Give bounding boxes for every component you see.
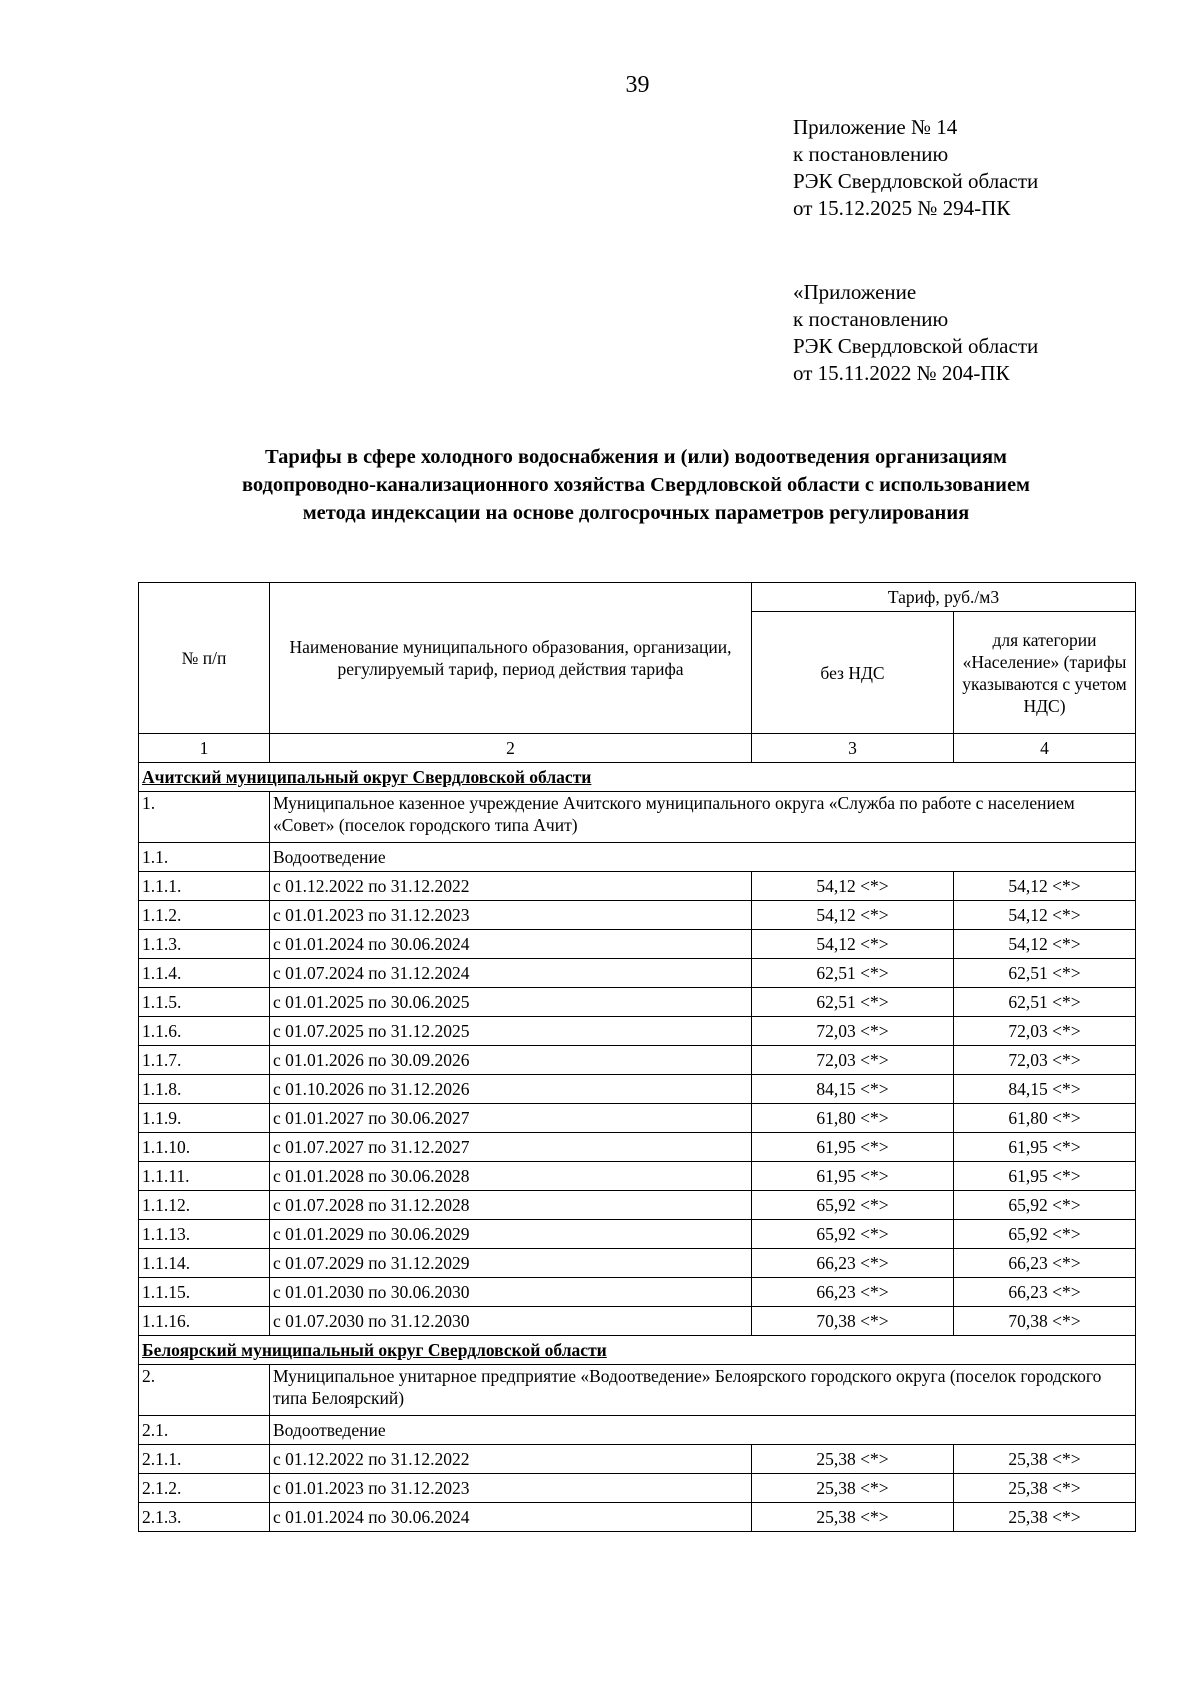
period: с 01.10.2026 по 31.12.2026 bbox=[270, 1075, 752, 1104]
tariff-population: 62,51 <*> bbox=[954, 959, 1136, 988]
tariff-population: 66,23 <*> bbox=[954, 1278, 1136, 1307]
column-number-row bbox=[139, 734, 1136, 763]
row-number: 1.1.15. bbox=[139, 1278, 270, 1307]
organization-row bbox=[139, 1365, 1136, 1416]
tariff-no-vat: 61,95 <*> bbox=[752, 1162, 954, 1191]
period: с 01.12.2022 по 31.12.2022 bbox=[270, 872, 752, 901]
table-row bbox=[139, 1162, 1136, 1191]
document-title bbox=[138, 443, 1134, 527]
period: с 01.01.2030 по 30.06.2030 bbox=[270, 1278, 752, 1307]
tariff-population: 54,12 <*> bbox=[954, 901, 1136, 930]
service-row bbox=[139, 1416, 1136, 1445]
tariff-population: 72,03 <*> bbox=[954, 1046, 1136, 1075]
period: с 01.07.2027 по 31.12.2027 bbox=[270, 1133, 752, 1162]
appendix-line: РЭК Свердловской области bbox=[793, 169, 1039, 193]
period: с 01.01.2029 по 30.06.2029 bbox=[270, 1220, 752, 1249]
row-number: 1.1.5. bbox=[139, 988, 270, 1017]
header-name: Наименование муниципального образования, организации, регулируемый тариф, период действия тарифа bbox=[270, 583, 752, 734]
tariff-no-vat: 54,12 <*> bbox=[752, 930, 954, 959]
period: с 01.07.2030 по 31.12.2030 bbox=[270, 1307, 752, 1336]
row-number: 2.1.1. bbox=[139, 1445, 270, 1474]
period: с 01.07.2028 по 31.12.2028 bbox=[270, 1191, 752, 1220]
table-row bbox=[139, 1191, 1136, 1220]
period: с 01.01.2023 по 31.12.2023 bbox=[270, 1474, 752, 1503]
col-number: 4 bbox=[954, 734, 1136, 763]
service-name: Водоотведение bbox=[270, 1416, 1136, 1445]
row-number: 1.1.4. bbox=[139, 959, 270, 988]
tariff-population: 84,15 <*> bbox=[954, 1075, 1136, 1104]
appendix-line: Приложение № 14 bbox=[793, 115, 958, 139]
prev-appendix-block bbox=[793, 279, 1038, 387]
tariff-population: 66,23 <*> bbox=[954, 1249, 1136, 1278]
tariff-population: 61,95 <*> bbox=[954, 1133, 1136, 1162]
tariff-no-vat: 25,38 <*> bbox=[752, 1503, 954, 1532]
row-number: 2.1.3. bbox=[139, 1503, 270, 1532]
period: с 01.12.2022 по 31.12.2022 bbox=[270, 1445, 752, 1474]
table-row bbox=[139, 1017, 1136, 1046]
row-number: 1.1.12. bbox=[139, 1191, 270, 1220]
tariff-no-vat: 65,92 <*> bbox=[752, 1191, 954, 1220]
table-row bbox=[139, 1075, 1136, 1104]
title-line: Тарифы в сфере холодного водоснабжения и (или) водоотведения организациям bbox=[264, 446, 1008, 468]
row-number: 1.1.8. bbox=[139, 1075, 270, 1104]
row-number: 1.1.10. bbox=[139, 1133, 270, 1162]
period: с 01.01.2023 по 31.12.2023 bbox=[270, 901, 752, 930]
organization-row bbox=[139, 792, 1136, 843]
row-number: 1.1.6. bbox=[139, 1017, 270, 1046]
section-title: Ачитский муниципальный округ Свердловской области bbox=[139, 763, 1136, 792]
period: с 01.01.2027 по 30.06.2027 bbox=[270, 1104, 752, 1133]
tariff-no-vat: 54,12 <*> bbox=[752, 901, 954, 930]
table-row bbox=[139, 1249, 1136, 1278]
row-number: 1. bbox=[139, 792, 270, 843]
organization-name: Муниципальное казенное учреждение Ачитского муниципального округа «Служба по работе с населением «Совет» (поселок городского типа Ачит) bbox=[270, 792, 1136, 843]
tariff-population: 25,38 <*> bbox=[954, 1474, 1136, 1503]
table-row bbox=[139, 1046, 1136, 1075]
tariff-no-vat: 61,95 <*> bbox=[752, 1133, 954, 1162]
section-row bbox=[139, 1336, 1136, 1365]
table-row bbox=[139, 1503, 1136, 1532]
organization-name: Муниципальное унитарное предприятие «Водоотведение» Белоярского городского округа (поселок городского типа Белоярский) bbox=[270, 1365, 1136, 1416]
row-number: 1.1.9. bbox=[139, 1104, 270, 1133]
period: с 01.01.2025 по 30.06.2025 bbox=[270, 988, 752, 1017]
tariff-no-vat: 62,51 <*> bbox=[752, 988, 954, 1017]
header-population: для категории «Население» (тарифы указываются с учетом НДС) bbox=[954, 612, 1136, 734]
table-row bbox=[139, 1133, 1136, 1162]
row-number: 2.1.2. bbox=[139, 1474, 270, 1503]
appendix-line: РЭК Свердловской области bbox=[793, 334, 1039, 358]
tariff-population: 54,12 <*> bbox=[954, 930, 1136, 959]
title-line: метода индексации на основе долгосрочных параметров регулирования bbox=[302, 502, 970, 524]
tariff-population: 54,12 <*> bbox=[954, 872, 1136, 901]
period: с 01.01.2024 по 30.06.2024 bbox=[270, 1503, 752, 1532]
service-name: Водоотведение bbox=[270, 843, 1136, 872]
table-row bbox=[139, 901, 1136, 930]
section-row bbox=[139, 763, 1136, 792]
service-row bbox=[139, 843, 1136, 872]
table-row bbox=[139, 988, 1136, 1017]
period: с 01.07.2024 по 31.12.2024 bbox=[270, 959, 752, 988]
tariff-no-vat: 54,12 <*> bbox=[752, 872, 954, 901]
table-row bbox=[139, 1445, 1136, 1474]
row-number: 1.1.11. bbox=[139, 1162, 270, 1191]
header-row bbox=[139, 583, 1136, 612]
appendix-block bbox=[793, 114, 1038, 222]
row-number: 1.1.7. bbox=[139, 1046, 270, 1075]
appendix-line: от 15.11.2022 № 204-ПК bbox=[793, 361, 1010, 385]
table-row bbox=[139, 930, 1136, 959]
row-number: 1.1.3. bbox=[139, 930, 270, 959]
tariff-no-vat: 25,38 <*> bbox=[752, 1445, 954, 1474]
row-number: 1.1.2. bbox=[139, 901, 270, 930]
row-number: 1.1.13. bbox=[139, 1220, 270, 1249]
period: с 01.07.2025 по 31.12.2025 bbox=[270, 1017, 752, 1046]
period: с 01.01.2026 по 30.09.2026 bbox=[270, 1046, 752, 1075]
tariff-table bbox=[138, 582, 1136, 1532]
page-number: 39 bbox=[625, 72, 650, 98]
row-number: 1.1.14. bbox=[139, 1249, 270, 1278]
col-number: 2 bbox=[270, 734, 752, 763]
tariff-population: 65,92 <*> bbox=[954, 1220, 1136, 1249]
tariff-population: 25,38 <*> bbox=[954, 1503, 1136, 1532]
row-number: 1.1. bbox=[139, 843, 270, 872]
tariff-no-vat: 25,38 <*> bbox=[752, 1474, 954, 1503]
table-row bbox=[139, 1220, 1136, 1249]
section-title: Белоярский муниципальный округ Свердловской области bbox=[139, 1336, 1136, 1365]
table-row bbox=[139, 1474, 1136, 1503]
tariff-population: 65,92 <*> bbox=[954, 1191, 1136, 1220]
tariff-no-vat: 61,80 <*> bbox=[752, 1104, 954, 1133]
tariff-no-vat: 72,03 <*> bbox=[752, 1046, 954, 1075]
tariff-population: 61,80 <*> bbox=[954, 1104, 1136, 1133]
tariff-no-vat: 70,38 <*> bbox=[752, 1307, 954, 1336]
tariff-no-vat: 84,15 <*> bbox=[752, 1075, 954, 1104]
row-number: 1.1.1. bbox=[139, 872, 270, 901]
col-number: 1 bbox=[139, 734, 270, 763]
appendix-line: от 15.12.2025 № 294-ПК bbox=[793, 196, 1011, 220]
appendix-line: «Приложение bbox=[793, 280, 917, 304]
tariff-population: 61,95 <*> bbox=[954, 1162, 1136, 1191]
row-number: 2.1. bbox=[139, 1416, 270, 1445]
tariff-no-vat: 62,51 <*> bbox=[752, 959, 954, 988]
col-number: 3 bbox=[752, 734, 954, 763]
table-row bbox=[139, 1104, 1136, 1133]
row-number: 1.1.16. bbox=[139, 1307, 270, 1336]
header-num: № п/п bbox=[139, 583, 270, 734]
title-line: водопроводно-канализационного хозяйства Свердловской области с использованием bbox=[241, 474, 1031, 496]
tariff-no-vat: 65,92 <*> bbox=[752, 1220, 954, 1249]
tariff-population: 72,03 <*> bbox=[954, 1017, 1136, 1046]
appendix-line: к постановлению bbox=[793, 307, 949, 331]
period: с 01.07.2029 по 31.12.2029 bbox=[270, 1249, 752, 1278]
period: с 01.01.2028 по 30.06.2028 bbox=[270, 1162, 752, 1191]
appendix-line: к постановлению bbox=[793, 142, 949, 166]
tariff-no-vat: 66,23 <*> bbox=[752, 1278, 954, 1307]
table-row bbox=[139, 872, 1136, 901]
header-no-vat: без НДС bbox=[752, 612, 954, 734]
table-row bbox=[139, 1278, 1136, 1307]
table-row bbox=[139, 959, 1136, 988]
table-row bbox=[139, 1307, 1136, 1336]
row-number: 2. bbox=[139, 1365, 270, 1416]
header-tariff: Тариф, руб./м3 bbox=[752, 583, 1136, 612]
tariff-population: 70,38 <*> bbox=[954, 1307, 1136, 1336]
tariff-no-vat: 72,03 <*> bbox=[752, 1017, 954, 1046]
tariff-no-vat: 66,23 <*> bbox=[752, 1249, 954, 1278]
period: с 01.01.2024 по 30.06.2024 bbox=[270, 930, 752, 959]
tariff-population: 62,51 <*> bbox=[954, 988, 1136, 1017]
tariff-population: 25,38 <*> bbox=[954, 1445, 1136, 1474]
